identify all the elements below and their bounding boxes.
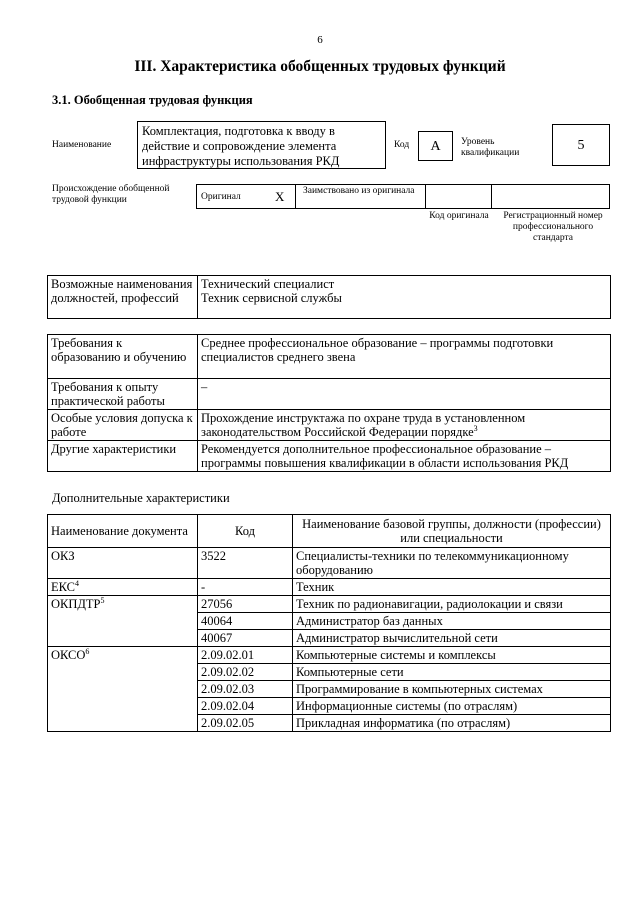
additional-table xyxy=(47,514,611,732)
reg-number-cell xyxy=(491,184,610,209)
name-cell: Компьютерные системы и комплексы xyxy=(293,647,611,664)
requirement-value: – xyxy=(198,379,611,410)
code-cell: 2.09.02.01 xyxy=(198,647,293,664)
original-label: Оригинал xyxy=(201,192,241,202)
origin-label: Происхождение обобщенной трудовой функции xyxy=(52,184,170,205)
code-cell: 40067 xyxy=(198,630,293,647)
doc-cell: ОКЗ xyxy=(48,548,198,579)
name-cell: Компьютерные сети xyxy=(293,664,611,681)
table-row xyxy=(48,579,611,596)
requirements-table xyxy=(47,334,611,472)
requirement-value: Рекомендуется дополнительное профессиональное образование – программы повышения квалификации в области использования РКД xyxy=(198,441,611,472)
table-row xyxy=(48,548,611,579)
function-code-value: А xyxy=(418,131,453,161)
subsection-title: 3.1. Обобщенная трудовая функция xyxy=(52,93,253,107)
requirement-label: Особые условия допуска к работе xyxy=(48,410,198,441)
header-name: Наименование базовой группы, должности (профессии) или специальности xyxy=(293,515,611,548)
name-cell: Администратор баз данных xyxy=(293,613,611,630)
name-cell: Техник по радионавигации, радиолокации и связи xyxy=(293,596,611,613)
original-cell xyxy=(196,184,296,209)
positions-table xyxy=(47,275,611,319)
positions-label: Возможные наименования должностей, профессий xyxy=(48,276,198,319)
code-cell: 2.09.02.03 xyxy=(198,681,293,698)
section-title: III. Характеристика обобщенных трудовых функций xyxy=(134,58,506,75)
code-cell: 2.09.02.05 xyxy=(198,715,293,732)
code-original-label: Код оригинала xyxy=(429,211,489,221)
doc-cell: ЕКС$^4$ xyxy=(48,579,198,596)
function-code-label: Код xyxy=(394,140,410,150)
table-row xyxy=(48,335,611,379)
code-cell: 3522 xyxy=(198,548,293,579)
name-cell: Информационные системы (по отраслям) xyxy=(293,698,611,715)
code-cell: 40064 xyxy=(198,613,293,630)
borrowed-label: Заимствовано из оригинала xyxy=(303,186,415,196)
code-original-cell xyxy=(425,184,492,209)
name-cell: Прикладная информатика (по отраслям) xyxy=(293,715,611,732)
name-cell: Программирование в компьютерных системах xyxy=(293,681,611,698)
name-cell: Техник xyxy=(293,579,611,596)
header-doc: Наименование документа xyxy=(48,515,198,548)
requirement-value: Среднее профессиональное образование – программы подготовки специалистов среднего звена xyxy=(198,335,611,379)
header-code: Код xyxy=(198,515,293,548)
footnote-marker: 5 xyxy=(100,595,105,605)
position-item: Технический специалист xyxy=(201,277,335,291)
additional-title: Дополнительные характеристики xyxy=(52,491,230,505)
reg-number-label: Регистрационный номер профессионального стандарта xyxy=(503,211,603,243)
code-cell: 27056 xyxy=(198,596,293,613)
code-cell: 2.09.02.02 xyxy=(198,664,293,681)
requirement-value: Прохождение инструктажа по охране труда в установленном законодательством Российской Федерации порядке$^3$ xyxy=(198,410,611,441)
name-cell: Администратор вычислительной сети xyxy=(293,630,611,647)
code-cell: - xyxy=(198,579,293,596)
table-row xyxy=(48,410,611,441)
positions-values xyxy=(198,276,611,319)
qualification-level-label: Уровень квалификации xyxy=(461,137,520,158)
table-row xyxy=(48,276,611,319)
table-row xyxy=(48,647,611,664)
requirement-label: Другие характеристики xyxy=(48,441,198,472)
footnote-marker: 4 xyxy=(75,578,79,588)
code-cell: 2.09.02.04 xyxy=(198,698,293,715)
doc-cell: ОКПДТР$^5$ xyxy=(48,596,198,647)
footnote-marker: 3 xyxy=(473,423,478,433)
doc-cell: ОКСО$^6$ xyxy=(48,647,198,732)
table-row xyxy=(48,379,611,410)
qualification-level-value: 5 xyxy=(552,124,610,166)
borrowed-cell xyxy=(295,184,426,209)
function-name-label: Наименование xyxy=(52,140,112,150)
name-cell: Специалисты-техники по телекоммуникационному оборудованию xyxy=(293,548,611,579)
table-row xyxy=(48,441,611,472)
requirement-label: Требования к образованию и обучению xyxy=(48,335,198,379)
requirement-label: Требования к опыту практической работы xyxy=(48,379,198,410)
position-item: Техник сервисной службы xyxy=(201,291,342,305)
function-name-value: Комплектация, подготовка к вводу в действие и сопровождение элемента инфраструктуры использования РКД xyxy=(137,121,386,169)
footnote-marker: 6 xyxy=(85,646,90,656)
page-number: 6 xyxy=(317,34,323,46)
table-row xyxy=(48,596,611,613)
original-mark: Х xyxy=(275,189,285,204)
table-header-row xyxy=(48,515,611,548)
